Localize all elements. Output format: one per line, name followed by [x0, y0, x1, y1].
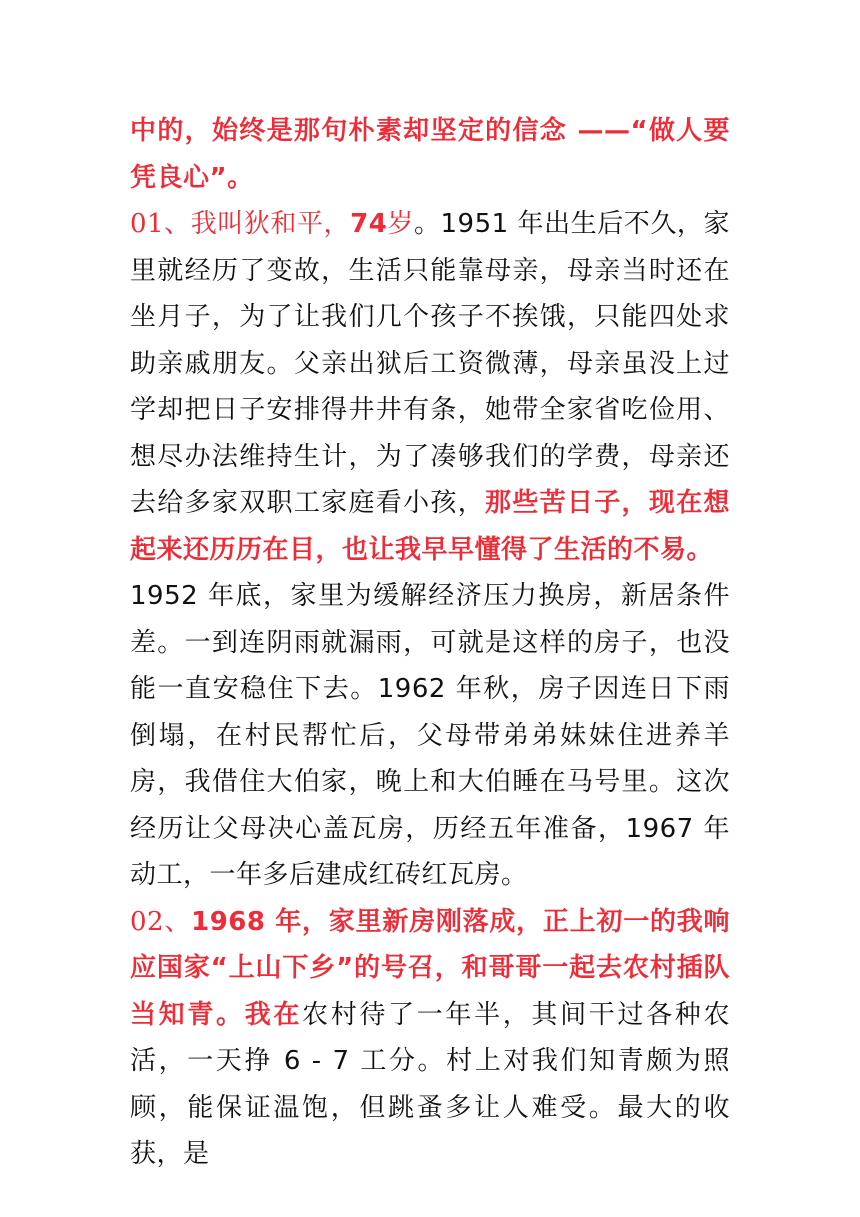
- belief-text: 中的，始终是那句朴素却坚定的信念 ——“做人要凭良心”。: [130, 116, 730, 193]
- paragraph-02-body: 农村待了一年半，其间干过各种农活，一天挣 6 - 7 工分。村上对我们知青颇为照顾，能保证温饱，但跳蚤多让人难受。最大的收获，是: [130, 999, 730, 1169]
- paragraph-02: [130, 899, 730, 1178]
- document-page: [130, 108, 730, 1178]
- intro-name: 我叫狄和平，: [190, 209, 351, 239]
- section-number-01: 01、: [130, 209, 191, 239]
- paragraph-02-highlight: 1968 年，家里新房刚落成，正上初一的我响应国家“上山下乡”的号召，和哥哥一起去农村插队当知青。我在: [130, 906, 730, 1030]
- house-text: 1952 年底，家里为缓解经济压力换房，新居条件差。一到连阴雨就漏雨，可就是这样的房子，也没能一直安稳住下去。1962 年秋，房子因连日下雨倒塌，在村民帮忙后，父母带弟弟妹妹住进养羊房，我借住大伯家，晚上和大伯睡在马号里。这次经历让父母决心盖瓦房，历经五年准备，1967 年动工，一年多后建成红砖红瓦房。: [130, 581, 730, 890]
- paragraph-01: [130, 201, 730, 573]
- paragraph-01-body: 。1951 年出生后不久，家里就经历了变故，生活只能靠母亲，母亲当时还在坐月子，为了让我们几个孩子不挨饿，只能四处求助亲戚朋友。父亲出狱后工资微薄，母亲虽没上过学却把日子安排得井井有条，她带全家省吃俭用、想尽办法维持生计，为了凑够我们的学费，母亲还去给多家双职工家庭看小孩，: [130, 209, 730, 518]
- section-number-02: 02、: [130, 906, 192, 937]
- intro-age-number: 74: [350, 209, 388, 239]
- paragraph-01-highlight: 那些苦日子，现在想起来还历历在目，也让我早早懂得了生活的不易。: [130, 488, 730, 565]
- paragraph-belief: [130, 108, 730, 201]
- intro-age-unit: 岁: [387, 209, 414, 239]
- paragraph-house: [130, 573, 730, 899]
